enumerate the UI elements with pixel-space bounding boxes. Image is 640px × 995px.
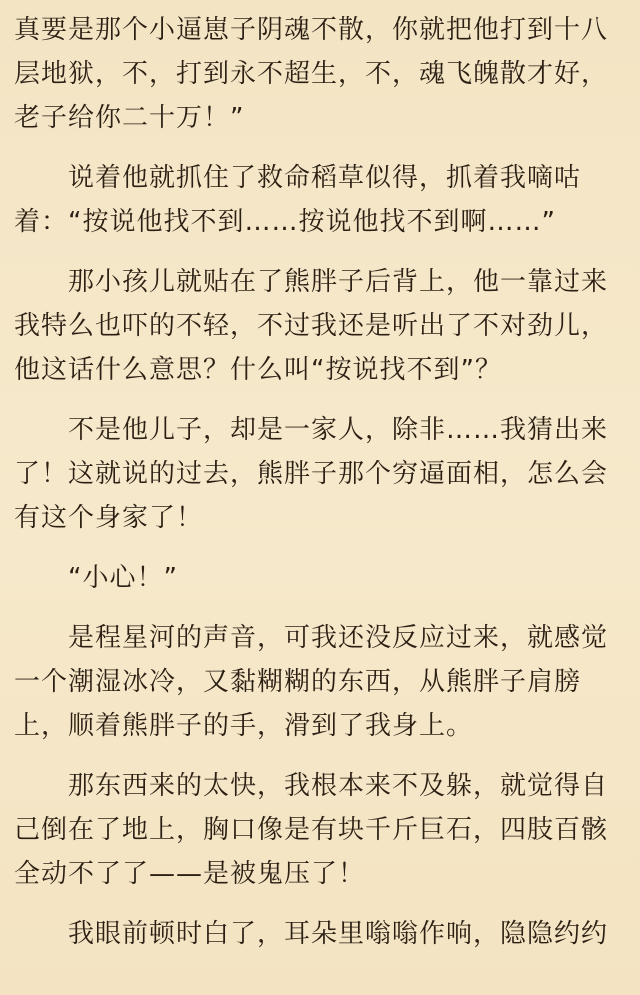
- text-line: 着：“按说他找不到……按说他找不到啊……”: [14, 207, 556, 237]
- paragraph: [14, 408, 626, 540]
- chapter-body: [14, 8, 626, 956]
- text-line: 一个潮湿冰冷，又黏糊糊的东西，从熊胖子肩膀: [14, 667, 582, 697]
- text-line: 己倒在了地上，胸口像是有块千斤巨石，四肢百骸: [14, 815, 609, 845]
- text-line: 我特么也吓的不轻，不过我还是听出了不对劲儿，: [14, 311, 609, 341]
- text-line: 层地狱，不，打到永不超生，不，魂飞魄散才好，: [14, 59, 609, 89]
- text-line: 说着他就抓住了救命稻草似得，抓着我嘀咕: [68, 163, 582, 193]
- paragraph: [14, 616, 626, 748]
- text-line: 我眼前顿时白了，耳朵里嗡嗡作响，隐隐约约: [68, 919, 609, 949]
- paragraph: [14, 912, 626, 956]
- text-line: 上，顺着熊胖子的手，滑到了我身上。: [14, 711, 474, 741]
- text-line: 了！这就说的过去，熊胖子那个穷逼面相，怎么会: [14, 459, 609, 489]
- text-line: 全动不了了——是被鬼压了！: [14, 859, 366, 889]
- paragraph: [14, 260, 626, 392]
- text-line: 是程星河的声音，可我还没反应过来，就感觉: [68, 623, 609, 653]
- paragraph: [14, 764, 626, 896]
- paragraph: [14, 156, 626, 244]
- text-line: 老子给你二十万！”: [14, 103, 245, 133]
- text-line: 真要是那个小逼崽子阴魂不散，你就把他打到十八: [14, 15, 609, 45]
- paragraph: [14, 8, 626, 140]
- text-line: “小心！”: [68, 563, 178, 593]
- text-line: 不是他儿子，却是一家人，除非……我猜出来: [68, 415, 609, 445]
- text-line: 他这话什么意思？什么叫“按说找不到”？: [14, 355, 502, 385]
- paragraph: [14, 556, 626, 600]
- text-line: 那东西来的太快，我根本来不及躲，就觉得自: [68, 771, 609, 801]
- text-line: 有这个身家了！: [14, 503, 204, 533]
- text-line: 那小孩儿就贴在了熊胖子后背上，他一靠过来: [68, 267, 609, 297]
